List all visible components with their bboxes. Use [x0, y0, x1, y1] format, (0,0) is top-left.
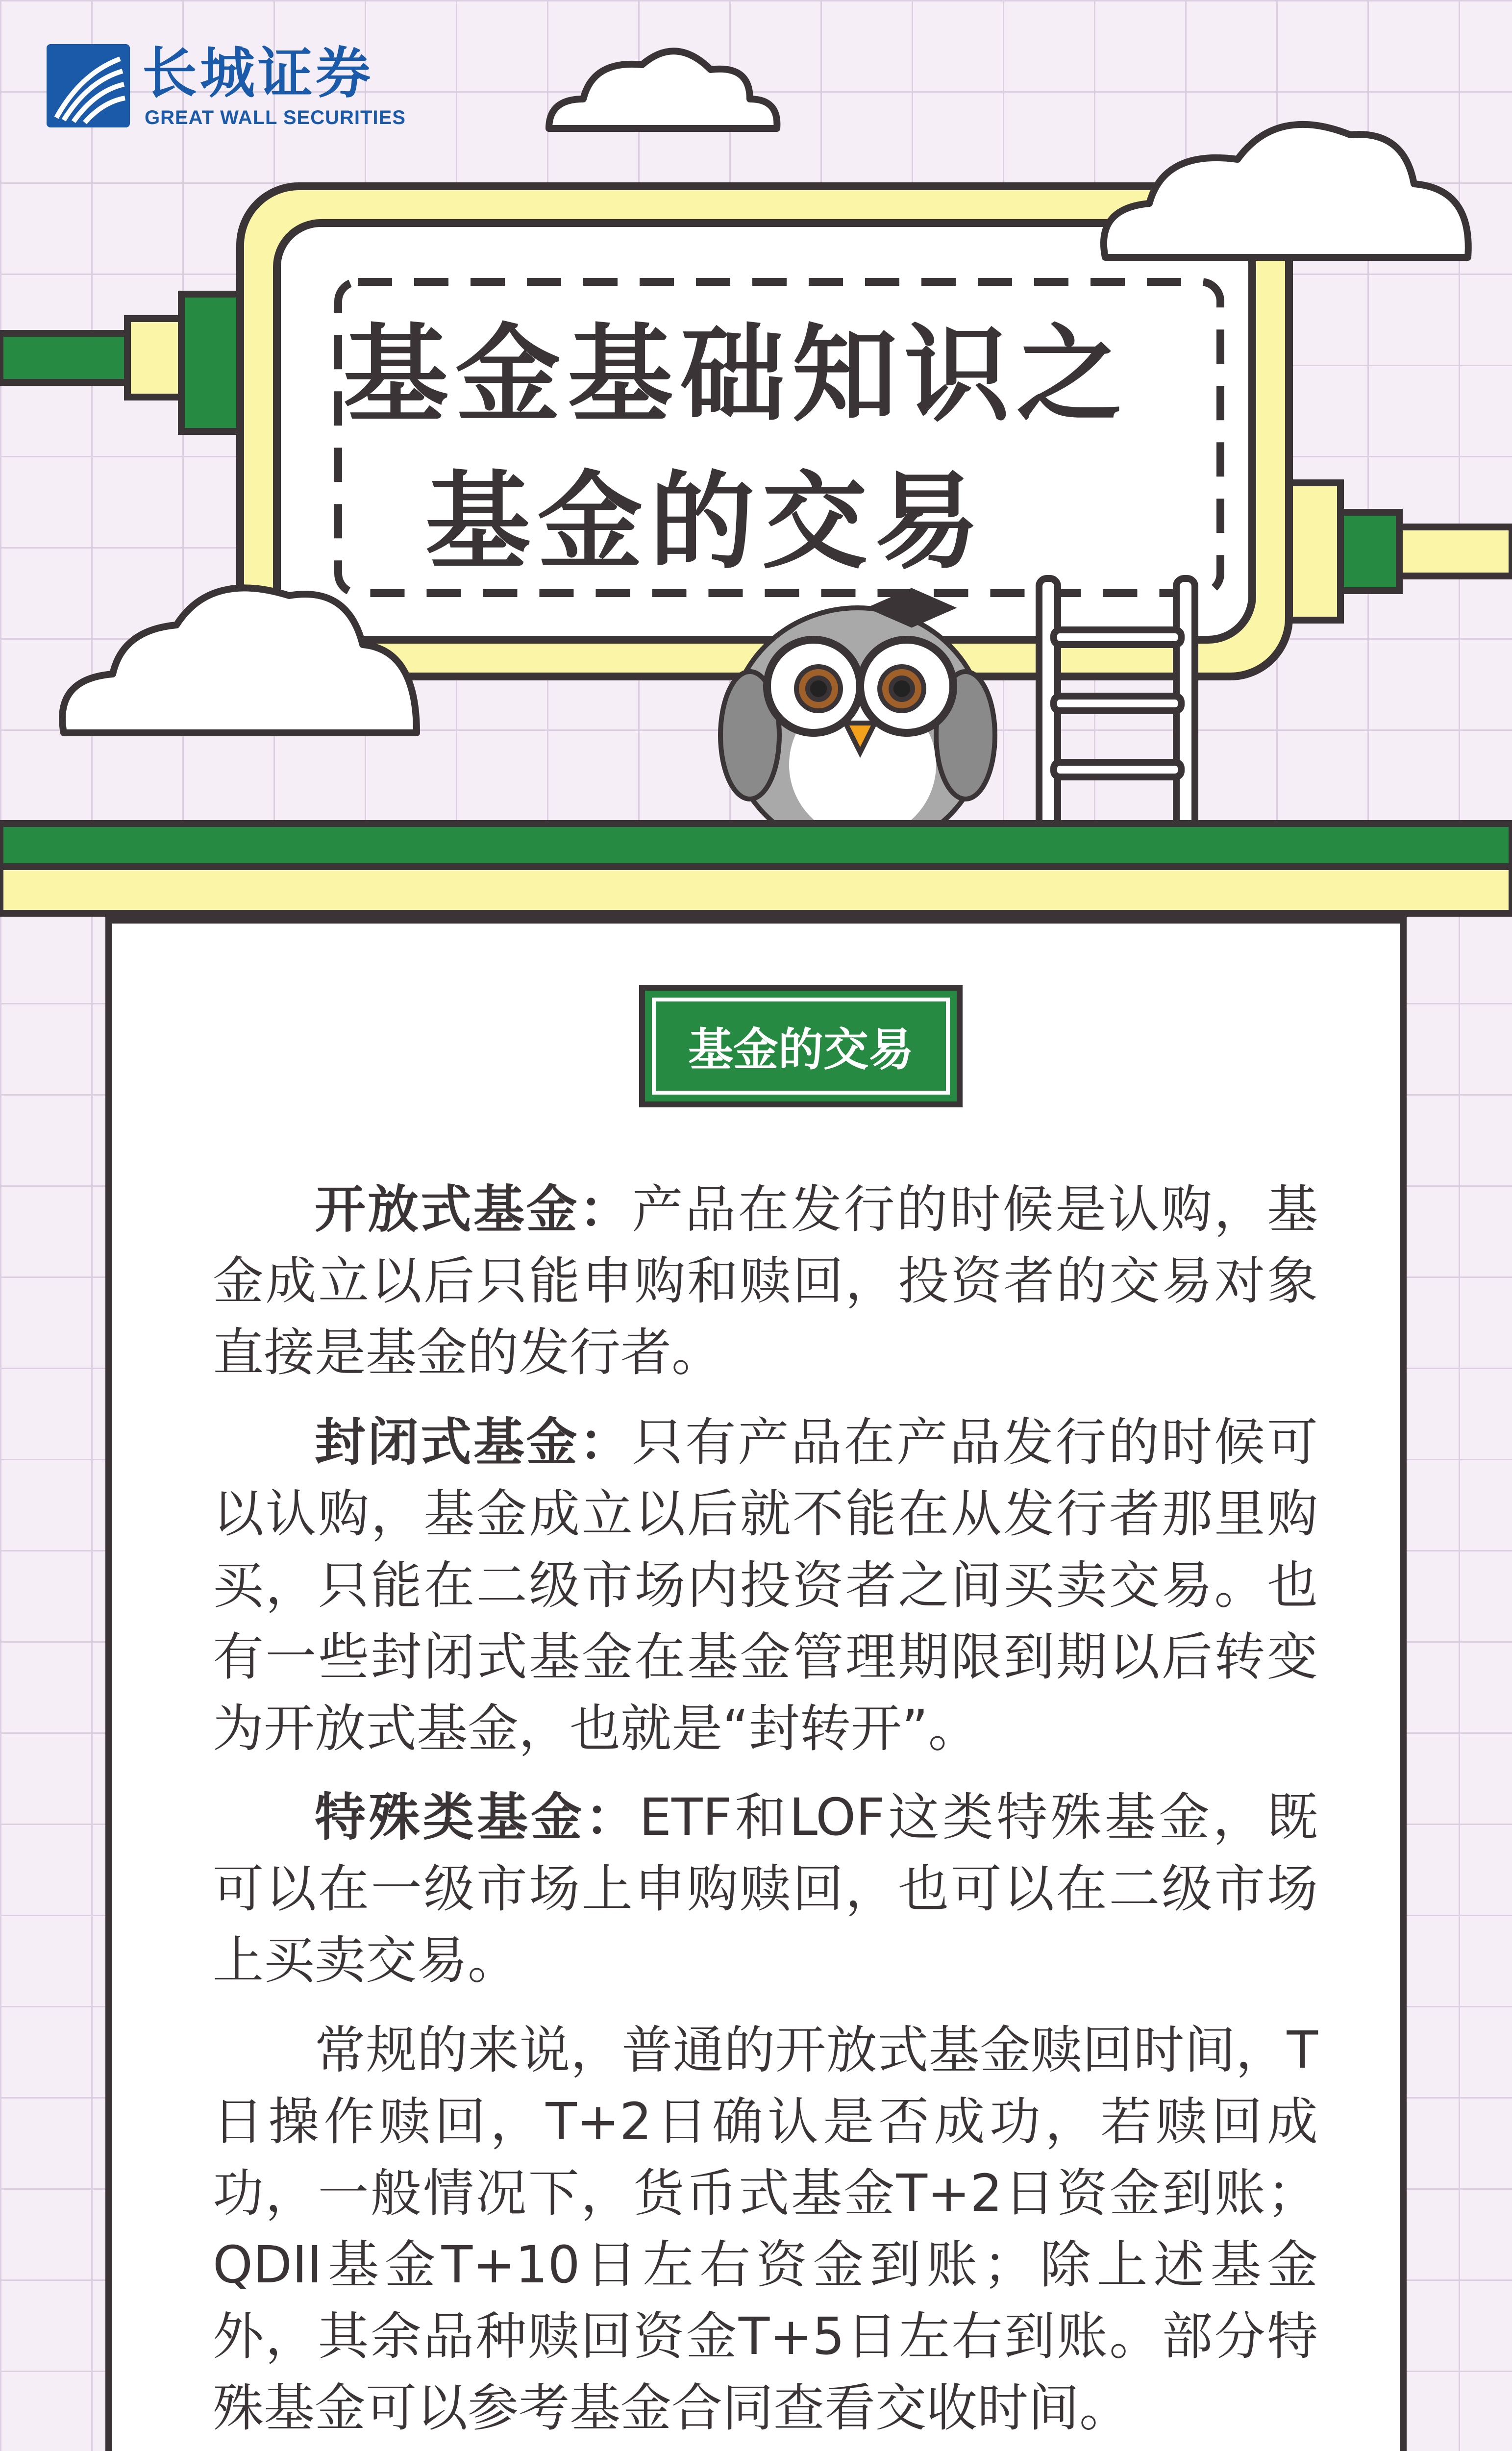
text-redemption-time: 常规的来说，普通的开放式基金赎回时间，T日操作赎回，T+2日确认是否成功，若赎回成功，一般情况下，货币式基金T+2日资金到账；QDII基金T+10日左右资金到账；除上述基金外，其余品种赎回资金T+5日左右到账。部分特殊基金可以参考基金合同查看交收时间。	[213, 2020, 1318, 2438]
trade-section-label: 基金的交易	[639, 985, 963, 1107]
paragraph-open-end-fund	[213, 1174, 1318, 1388]
brand-logo	[47, 41, 406, 132]
paragraph-redemption-time	[213, 2014, 1318, 2444]
text-open-end-fund: 产品在发行的时候是认购，基金成立以后只能申购和赎回，投资者的交易对象直接是基金的发行者。	[213, 1179, 1318, 1382]
banner-title-line2: 基金的交易	[425, 460, 987, 583]
brand-name-en: GREAT WALL SECURITIES	[145, 107, 406, 128]
term-closed-end-fund: 封闭式基金：	[315, 1412, 632, 1472]
great-wall-logo-icon	[47, 44, 130, 127]
ground-green	[0, 824, 1512, 870]
brand-name-cn: 长城证券	[142, 41, 373, 105]
ground-yellow	[0, 867, 1512, 913]
paragraph-special-fund	[213, 1781, 1318, 1996]
cloud-right	[1104, 125, 1468, 257]
cloud-top	[549, 51, 777, 128]
term-open-end-fund: 开放式基金：	[315, 1179, 632, 1239]
text-closed-end-fund: 只有产品在产品发行的时候可以认购，基金成立以后就不能在从发行者那里购买，只能在二级市场内投资者之间买卖交易。也有一些封闭式基金在基金管理期限到期以后转变为开放式基金，也就是“封转开”。	[213, 1412, 1318, 1758]
trade-card	[105, 917, 1407, 2451]
right-pipe	[1284, 483, 1512, 620]
left-pipe	[0, 294, 240, 431]
paragraph-closed-end-fund	[213, 1406, 1318, 1764]
term-special-fund: 特殊类基金：	[315, 1787, 640, 1847]
banner-title-line1: 基金基础知识之	[343, 313, 1129, 436]
text-special-fund: ETF和LOF这类特殊基金，既可以在一级市场上申购赎回，也可以在二级市场上买卖交易。	[213, 1787, 1318, 1990]
